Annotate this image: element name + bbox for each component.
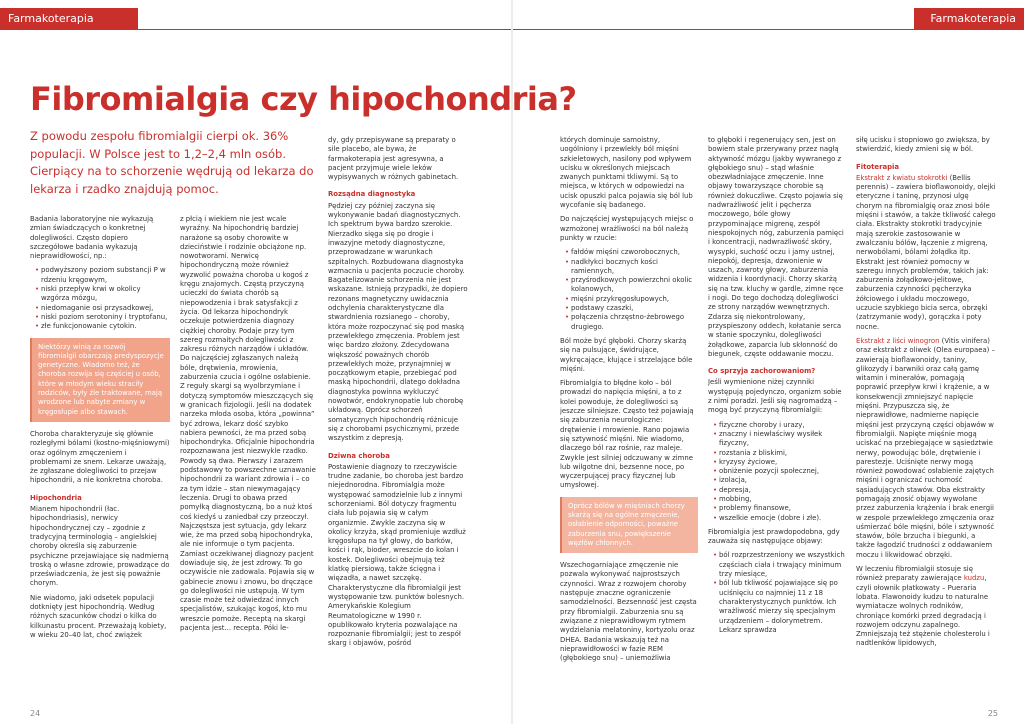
text-span: W leczeniu fibromialgii stosuje się również preparaty zawierające bbox=[856, 565, 973, 583]
text-span: (Bellis perennis) – zawiera bioflawonoidy, olejki eteryczne i taninę, przynosi ulgę chorym na fibromialgię oraz znosi bóle mięśni i stawów, a także tkliwość całego ciała. Ekstrakty stokrotki tradycyjnie mają szerokie zastosowanie w zwalczaniu bólów, łączenie z migreną, nerwobólami, bólami żołądka itp. Ekstrakt jest również pomocny w szeregu innych problemów, takich jak: zaburzenia żołądkowo-jelitowe, zaburzenia czynności pęcherzyka żółciowego i układu moczowego, uczucie szybkiego bicia serca, obrzęki (zatrzymanie wody), gorączka i poty nocne. bbox=[856, 173, 996, 331]
col4-paragraph-3: Ból może być głęboki. Chorzy skarżą się na pulsujące, świdrujące, wykręcające, kłujące i strzelające bóle mięśni. bbox=[560, 336, 693, 373]
column-6 bbox=[856, 136, 996, 706]
list-item: • złe funkcjonowanie cytokin. bbox=[36, 322, 170, 331]
col1-paragraph-1: Badania laboratoryjne nie wykazują zmian świadczących o konkretnej dolegliwości. Często dopiero szczegółowe badania wykazują nieprawidłowości, np.: bbox=[30, 215, 154, 261]
list-item: • obniżenie pozycji społecznej, bbox=[714, 467, 846, 476]
col3-paragraph-2: Pędziej czy później zaczyna się wykonywanie badań diagnostycznych. Ich spektrum bywa bardzo szerokie. Nierzadko sięga się po drogie i inwazyjne metody diagnostyczne, przeprowadzane w warunkach szpitalnych. Rozbudowana diagnostyka wzmacnia u pacjenta poczucie choroby. Bagatelizowanie schorzenia nie jest wskazane. Istnieją przypadki, że dopiero rezonans magnetyczny uwidacznia odchylenia charakterystyczne dla stwardnienia rozsianego – choroby, która może rozpoczynać się pod maską przewlekłego zmęczenia. Problem jest więc bardzo złożony. Zdecydowana większość poważnych chorób przewlekłych może, przynajmniej w początkowym etapie, przebiegać pod maską hipochondrii, dlatego dokładna diagnostyka powinna wykluczyć nowotwór, endokrynopatie lub chorobę układową. Oprócz schorzeń somatycznych hipochondrię różnicuje się z chorobami psychicznymi, przede wszystkim z depresją. bbox=[328, 201, 468, 443]
list-item: • niski przepływ krwi w okolicy wzgórza mózgu, bbox=[36, 285, 170, 304]
callout-box-genetics: Niektórzy winią za rozwój fibromialgii obarczają predyspozycje genetyczne. Wiadomo też, że choroba rozwija się częściej u osób, które w młodym wieku straciły rodziców, były źle traktowane, mają wrodzone lub nabyte zmiany w kręgosłupie albo stawach. bbox=[30, 338, 170, 422]
article-title: Fibromialgia czy hipochondria? bbox=[30, 80, 577, 118]
column-1 bbox=[30, 215, 170, 705]
col6-paragraph-1: siłę ucisku i stopniowo go zwiększa, by stwierdzić, kiedy zmieni się w ból. bbox=[856, 136, 990, 154]
col6-paragraph-3 bbox=[856, 337, 996, 560]
list-item: • mięśni przykręgosłupowych, bbox=[566, 295, 698, 304]
subheading-sprzyja: Co sprzyja zachorowaniom? bbox=[708, 367, 816, 376]
col1-paragraph-2: Choroba charakteryzuje się głównie rozległymi bólami (kostno-mięśniowymi) oraz ogólnym zmęczeniem i problemami ze snem. Lekarze uważają, że zgłaszane dolegliwości to przejaw hipochondrii, a nie konkretna choroba. bbox=[30, 429, 170, 485]
col5-paragraph-2: Jeśli wymienione niżej czynniki występują pojedynczo, organizm sobie z nimi poradzi. Jeśli się nagromadzą – mogą być przyczyną fibromialgii: bbox=[708, 378, 842, 415]
list-item: • nadkłykci bocznych kości ramiennych, bbox=[566, 258, 698, 277]
col2-paragraph-1: z płcią i wiekiem nie jest wcale wyraźny. Na hipochondrię bardziej narażone są osoby chorowite w dzieciństwie i rodzinie obciążone np. nowotworami. Nerwicę hipochondryczną może również wyzwolić poważna choroba u kogoś z kręgu znajomych. Częstą przyczyną ucieczki do świata chorób są niepowodzenia i brak satysfakcji z życia. Od lekarza hipochondryk oczekuje potwierdzenia diagnozy ciężkiej choroby. Podaje przy tym szereg rozmaitych dolegliwości z zakresu różnych narządów i układów. Do najczęściej zgłaszanych należą bóle, drętwienia, mrowienia, zaburzenia czucia i ogólne osłabienie. Z reguły skargi są wyolbrzymiane i dotyczą symptomów mieszczących się w granicach fizjologii. Jeśli na dodatek narzeka młoda osoba, która „powinna” być zdrowa, lekarz dość szybko nabiera pewności, że ma przed sobą hipochondryka. Oficjalnie hipochondria rozpoznawana jest niezwykle rzadko. Powody są dwa. Pierwszy i zarazem podstawowy to powszechne uznawanie hipochondrii za wariant zdrowia i – co za tym idzie – stan niewymagający leczenia. Drugi to obawa przed pomyłką diagnostyczną, bo a nuż ktoś coś kiedyś u zaniedbał czy przeoczył. Najczęstsza jest sytuacja, gdy lekarz wie, że ma przed sobą hipochondryka, ale nie informuje o tym pacjenta. Zamiast oczekiwanej diagnozy pacjent dowiaduje się, że jest zdrowy. To go oczywiście nie zadowala. Pojawia się w gabinecie znowu i znowu, bo dręczące go dolegliwości nie ustępują. W tym czasie może też odwiedzać innych specjalistów, szukając kogoś, kto mu wreszcie pomoże. Receptą na skargi pacjenta jest... recepta. Póki le- bbox=[180, 215, 316, 633]
subheading-dziwna-choroba: Dziwna choroba bbox=[328, 451, 390, 460]
list-item: • wszelkie emocje (dobre i złe). bbox=[714, 514, 846, 523]
col3-paragraph-1: dy, gdy przepisywane są preparaty o sile placebo, ale bywa, że farmakoterapia jest agresywna, a pacjent przyjmuje wiele leków wypisywanych w różnych gabinetach. bbox=[328, 136, 459, 182]
lab-findings-list bbox=[30, 266, 170, 331]
highlight-kudzu: kudzu bbox=[963, 574, 985, 583]
header-rule-left bbox=[0, 29, 511, 30]
page-number-right: 25 bbox=[987, 709, 998, 718]
col5-paragraph-1: to głęboki i regenerujący sen, jest on bowiem stale przerywany przez nagłą aktywność mózgu (jakby wywranego z głębokiego snu) – stąd właśnie obezwładniające zmęczenie. Inne objawy towarzyszące chorobie są również dokuczliwe. Często pojawia się nadwrażliwość jelit i pęcherza moczowego, bóle głowy przypominające migrenę, zespół niespokojnych nóg, zaburzenia pamięci i koncentracji, nadwrażliwość skóry, wysypki, suchość oczu i jamy ustnej, niepokój, depresja, dzwonienie w uszach, zawroty głowy, zaburzenia widzenia i koordynacji. Chorzy skarżą się na tzw. kluchy w gardle, zimne ręce i nogi. Do tego dochodzą dolegliwości ze strony narządów wewnętrznych. Zdarza się niekontrolowany, przyspieszony oddech, kołatanie serca w stanie spoczynku, dolegliwości żołądkowe, zaparcia lub skłonność do biegunek, częste oddawanie moczu. bbox=[708, 136, 844, 358]
list-item: • podstawy czaszki, bbox=[566, 304, 698, 313]
text-span: , czyli ołownik płatkowaty – Pueraria lobata. Flawonoidy kudzu to naturalne wymiatacze wolnych rodników, chroniące komórki przed degradacją i rozwojem odczynu zapalnego. Zmniejszają też stężenie cholesterolu i nadtlenków lipidowych, bbox=[856, 574, 990, 648]
diagnosis-criteria-list bbox=[708, 551, 846, 635]
callout-box-symptoms: Oprócz bólów w mięśniach chorzy skarżą się na ogólne zmęczenie, osłabienie odporności, poważne zaburzenia snu, powiększenie węzłów chłonnych. bbox=[560, 497, 698, 553]
column-2 bbox=[180, 215, 316, 705]
risk-factors-list bbox=[708, 421, 846, 523]
article-lead: Z powodu zespołu fibromialgii cierpi ok. 36% populacji. W Polsce jest to 1,2–2,4 mln osób. Cierpiący na to schorzenie wędrują od lekarza do lekarza i rzadko znajdują pomoc. bbox=[30, 129, 314, 196]
list-item: • mobbing, bbox=[714, 495, 846, 504]
section-header-left: Farmakoterapia bbox=[0, 8, 138, 30]
list-item: • fizyczne choroby i urazy, bbox=[714, 421, 846, 430]
list-item: • kryzysy życiowe, bbox=[714, 458, 846, 467]
list-item: • izolacja, bbox=[714, 476, 846, 485]
highlight-stokrotka: Ekstrakt z kwiatu stokrotki bbox=[856, 173, 948, 182]
list-item: • podwyższony poziom substancji P w rdzeniu kręgowym, bbox=[36, 266, 170, 285]
subheading-diagnostyka: Rozsądna diagnostyka bbox=[328, 190, 416, 199]
list-item: • niski poziom serotoniny i tryptofanu, bbox=[36, 313, 170, 322]
column-4 bbox=[560, 136, 698, 706]
col3-paragraph-3: Postawienie diagnozy to rzeczywiście trudne zadanie, bo choroba jest bardzo niejednorodna. Fibromialgia może występować samodzielnie lub z innymi schorzeniami. Ból dotyczy fragmentu ciała lub pojawia się w całym organizmie. Zwykle zaczyna się w okolicy krzyża, skąd promieniuje wzdłuż kręgosłupa na tył głowy, do barków, kości i rąk, bioder, wreszcie do kolan i kostek. Dolegliwości obejmują też klatkę piersiową, także ścięgna i więzadła, a nawet szczękę. Charakterystyczne dla fibromialgii jest występowanie tzw. punktów bolesnych. Amerykańskie Kolegium Reumatologiczne w 1990 r. opublikowało kryteria pozwalające na rozpoznanie fibromialgii; jest to zespół skarg i objawów, pośród bbox=[328, 462, 466, 648]
list-item: • ból rozprzestrzeniony we wszystkich częściach ciała i trwający minimum trzy miesiące, bbox=[714, 551, 846, 579]
column-3 bbox=[328, 136, 468, 706]
list-item: • fałdów mięśni czworobocznych, bbox=[566, 248, 698, 257]
list-item: • problemy finansowe, bbox=[714, 504, 846, 513]
list-item: • niedomaganie osi przysadkowej, bbox=[36, 304, 170, 313]
list-item: • przyśrodkowych powierzchni okolic kolanowych, bbox=[566, 276, 698, 295]
col4-paragraph-5: Wszechogarniające zmęczenie nie pozwala wykonywać najprostszych czynności. Wraz z rozwojem choroby następuje znaczne ograniczenie samodzielności. Bezsenność jest częsta przy fibromialgii. Zaburzenia snu są związane z nieprawidłowym rytmem wydzielania melatoniny, kortyzolu oraz DHEA. Badania wskazują też na nieprawidłowości w fazie REM (głębokiego snu) – uniemożliwia bbox=[560, 561, 697, 663]
section-header-right: Farmakoterapia bbox=[914, 8, 1024, 30]
list-item: • rozstania z bliskimi, bbox=[714, 449, 846, 458]
tender-points-list bbox=[560, 248, 698, 332]
list-item: • połączenia chrzęstno-żebrowego drugiego. bbox=[566, 313, 698, 332]
column-5 bbox=[708, 136, 846, 706]
col6-paragraph-2 bbox=[856, 174, 996, 332]
col1-paragraph-4: Nie wiadomo, jaki odsetek populacji dotknięty jest hipochondrią. Według różnych szacunków chodzi o kilka do kilkunastu procent. Przeważają kobiety, w wieku 20–40 lat, choć zwiążek bbox=[30, 593, 167, 639]
list-item: • depresja, bbox=[714, 486, 846, 495]
col6-paragraph-4 bbox=[856, 565, 996, 649]
list-item: • znaczny i niewłaściwy wysiłek fizyczny, bbox=[714, 430, 846, 449]
subheading-fitoterapia: Fitoterapia bbox=[856, 162, 900, 171]
col4-paragraph-1: których dominuje samoistny, uogólniony i przewlekły ból mięśni szkieletowych, nasilony pod wpływem ucisku w określonych miejscach zwanych punktami tkliwymi. Są to miejsca, w których w odpowiedzi na ucisk opuszki palca pojawia się ból lub wycofanie się badanego. bbox=[560, 136, 693, 210]
highlight-winogron: Ekstrakt z liści winogron bbox=[856, 336, 940, 345]
col4-paragraph-2: Do najczęściej występujących miejsc o wzmożonej wrażliwości na ból należą punkty w rzucie: bbox=[560, 215, 694, 242]
col4-paragraph-4: Fibromialgia to błędne koło – ból prowadzi do napięcia mięśni, a to z kolei powoduje, że dolegliwości są jeszcze silniejsze. Często też pojawiają się zaburzenia neurologiczne: drętwienie i mrowienie. Rano pojawia się sztywność mięśni. Nie wiadomo, dlaczego ból raz rośnie, raz maleje. Zwykle jest silniej odczuwany w zimne lub wilgotne dni, bezsenne noce, po wyczerpującej pracy fizycznej lub umysłowej. bbox=[560, 379, 694, 490]
page-number-left: 24 bbox=[30, 709, 41, 718]
col5-paragraph-3: Fibromialgia jest prawdopodobna, gdy zauważa się następujące objawy: bbox=[708, 527, 840, 546]
col1-paragraph-3: Mianem hipochondrii (łac. hipochondriasis), nerwicy hipochondrycznej czy – zgodnie z tradycyjną terminologią – angielskiej choroby określa się zaburzenie psychiczne przejawiające się nadmierną troską o własne zdrowie, prowadzące do przeświadczenia, że jest się poważnie chorym. bbox=[30, 505, 170, 588]
header-rule-right bbox=[513, 29, 1024, 30]
list-item: • ból lub tkliwość pojawiające się po uciśnięciu co najmniej 11 z 18 charakterystycznych punktów. Ich wrażliwość mierzy się specjalnym urządzeniem – dolorymetrem. Lekarz sprawdza bbox=[714, 579, 846, 635]
text-span: (Vitis vinifera) oraz ekstrakt z oliwek (Olea europaea) – zawierają bioflawonoidy, taniny, glikozydy i barwniki oraz całą gamę witamin i minerałów, pomagają poprawić przepływ krwi i krążenie, a w konsekwencji zmniejszyć napięcie mięśni. Przypuszcza się, że nieprawidłowe, nadmierne napięcie mięśni jest przyczyną części objawów w fibromialgii. Napięte mięśnie mogą uciskać na przebiegające w sąsiedztwie nerwy, powodując bóle, drętwienie i parestezje. Uciśnięte nerwy mogą również powodować osłabienie zajętych mięśni i ograniczać ruchomość sąsiadujących stawów. Oba ekstrakty pomagają znosić objawy wywołane przez zaburzenia krążenia i brak energii w zespole przewlekłego zmęczenia oraz uśmierzać bóle mięśni, bóle i sztywność stawów, bóle brzucha i biegunki, a także łagodzić trudności z oddawaniem moczu i likwidować obrzęki. bbox=[856, 336, 996, 559]
subheading-hipochondria: Hipochondria bbox=[30, 493, 82, 502]
